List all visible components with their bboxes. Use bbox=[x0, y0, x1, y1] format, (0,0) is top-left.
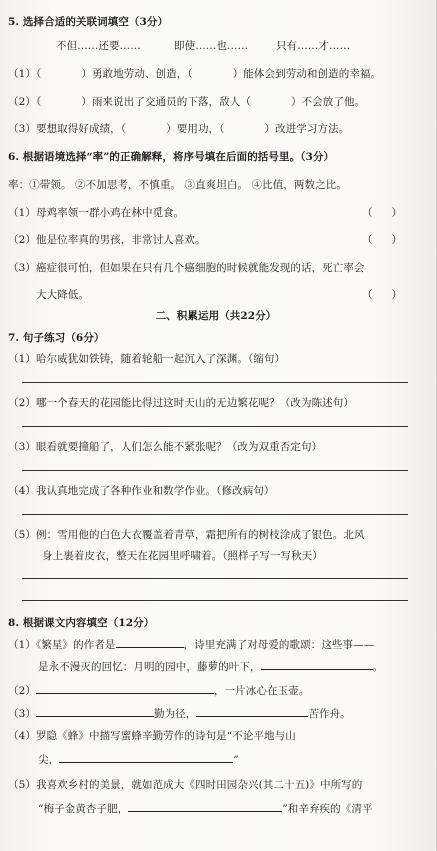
q5-option-3: 只有……才…… bbox=[276, 40, 351, 52]
q6-title: 6. 根据语境选择“率”的正确解释，将序号填在后面的括号里。（3分） bbox=[8, 151, 335, 163]
q8-blank-author[interactable] bbox=[116, 637, 184, 648]
q7-item-5: （5）例：雪用他的白色大衣覆盖着青草，霜把所有的树枝涂成了银色。北风 bbox=[8, 529, 365, 541]
q8-item-5-text-c: ”和辛弃疾的《清平 bbox=[282, 803, 373, 815]
q8-item-5-text-b: “梅子金黄杏子肥， bbox=[38, 803, 129, 815]
q8-item-1-text: （1）《繁星》的作者是 bbox=[8, 639, 116, 651]
q5-item-2-mid: ）雨来说出了交通员的下落，敌人（ bbox=[81, 96, 251, 108]
paren-open: （ bbox=[362, 207, 373, 219]
q8-item-4: （4）罗隐《蜂》中描写蜜蜂辛勤劳作的诗句是“不论平地与山 bbox=[8, 730, 296, 742]
q5-item-3-end: ）改进学习方法。 bbox=[264, 123, 350, 135]
q8-blank-5[interactable] bbox=[128, 801, 282, 812]
q7-answer-line-2[interactable] bbox=[22, 426, 408, 427]
q8-item-3-num: （3） bbox=[8, 708, 36, 720]
q8-item-4-cont bbox=[38, 752, 424, 767]
q8-title: 8. 根据课文内容填空（12分） bbox=[8, 617, 155, 629]
q8-item-5: （5）我喜欢乡村的美景，就如范成大《四时田园杂兴(其二十五)》中所写的 bbox=[8, 779, 363, 791]
q7-item-5-cont: 身上裹着皮衣，整天在花园里呼啸着。（照样子写一写秋天） bbox=[42, 550, 323, 562]
q6-item-3: （3）癌症很可怕，但如果在只有几个癌细胞的时候就能发现的话，死亡率会 bbox=[8, 262, 365, 274]
q6-meanings: 率：①带领。 ②不加思考，不慎重。 ③直爽坦白。 ④比值，两数之比。 bbox=[8, 179, 347, 191]
q5-item-2-end: ）不会放了他。 bbox=[290, 96, 366, 108]
q5-item-1-num: （1）（ bbox=[8, 68, 42, 80]
q8-item-4-quote: ” bbox=[233, 754, 239, 766]
paren-close: ） bbox=[391, 234, 402, 246]
q5-item-1-end: ）能体会到劳动和创造的幸福。 bbox=[232, 68, 382, 80]
q8-item-3-text-b: 苦作舟。 bbox=[308, 708, 351, 720]
q5-item-2-num: （2）（ bbox=[8, 96, 42, 108]
q8-blank-3b[interactable] bbox=[196, 706, 308, 717]
q7-item-1: （1）哈尔威犹如铁铸，随着轮船一起沉入了深渊。（缩句） bbox=[8, 353, 286, 365]
q7-answer-line-4[interactable] bbox=[22, 514, 408, 515]
q8-item-1-text-c: 是永不漫灭的回忆：月明的园中，藤萝的叶下， bbox=[38, 661, 261, 673]
q5-item-3-num: （3）要想取得好成绩，（ bbox=[8, 123, 127, 135]
q5-item-1 bbox=[8, 67, 424, 81]
q8-item-1 bbox=[8, 637, 424, 652]
q8-item-1-period: 。 bbox=[372, 661, 384, 673]
q6-answer-3[interactable] bbox=[362, 288, 402, 302]
q5-item-3-mid: ）要用功，（ bbox=[166, 123, 225, 135]
q5-option-2: 即使……也…… bbox=[174, 40, 249, 52]
q8-blank-verse[interactable] bbox=[261, 659, 373, 670]
q7-answer-line-5b[interactable] bbox=[22, 600, 408, 601]
q8-item-3-text-a: 勤为径， bbox=[153, 708, 197, 720]
q8-blank-3a[interactable] bbox=[36, 706, 154, 717]
q8-item-1-cont bbox=[38, 659, 424, 674]
q8-item-4-text-b: 尖， bbox=[38, 754, 60, 766]
paren-open: （ bbox=[362, 289, 373, 301]
q7-item-3: （3）眼看就要撞船了，人们怎么能不紧张呢？（改为双重否定句） bbox=[8, 441, 323, 453]
q8-item-2-text: ，一片冰心在玉壶。 bbox=[213, 685, 310, 697]
q5-title: 5. 选择合适的关联词填空（3分） bbox=[8, 16, 169, 28]
paren-close: ） bbox=[391, 207, 402, 219]
q6-answer-1[interactable] bbox=[362, 206, 402, 220]
q6-item-3-cont: 大大降低。 bbox=[36, 289, 89, 301]
q8-item-3 bbox=[8, 706, 424, 721]
q5-option-1: 不但……还要…… bbox=[56, 40, 141, 52]
q5-item-1-mid: ）勇敢地劳动、创造，（ bbox=[81, 68, 193, 80]
q5-item-3 bbox=[8, 122, 424, 136]
q8-blank-2[interactable] bbox=[36, 683, 214, 694]
q6-item-1: （1）母鸡率领一群小鸡在林中觅食。 bbox=[8, 207, 185, 219]
q5-item-2 bbox=[8, 95, 424, 109]
q8-item-2 bbox=[8, 683, 424, 698]
q8-item-1-text-b: ，诗里充满了对母爱的歌颂：这些事—— bbox=[183, 639, 375, 651]
paren-open: （ bbox=[362, 234, 373, 246]
section-2-heading: 二、积累运用（共22分） bbox=[155, 310, 277, 322]
q8-item-2-num: （2） bbox=[8, 685, 36, 697]
q8-blank-4[interactable] bbox=[59, 752, 233, 763]
q7-item-4: （4）我认真地完成了各种作业和数学作业。（修改病句） bbox=[8, 485, 275, 497]
q6-item-2: （2）他是位率真的男孩，非常讨人喜欢。 bbox=[8, 234, 206, 246]
paren-close: ） bbox=[391, 289, 402, 301]
q7-answer-line-1[interactable] bbox=[22, 382, 408, 383]
q8-item-5-cont bbox=[38, 801, 424, 816]
q7-item-2: （2）哪一个春天的花园能比得过这时天山的无边繁花呢？（改为陈述句） bbox=[8, 397, 354, 409]
q7-answer-line-3[interactable] bbox=[22, 470, 408, 471]
q6-answer-2[interactable] bbox=[362, 233, 402, 247]
q7-title: 7. 句子练习（6分） bbox=[8, 332, 105, 344]
q7-answer-line-5a[interactable] bbox=[22, 578, 408, 579]
